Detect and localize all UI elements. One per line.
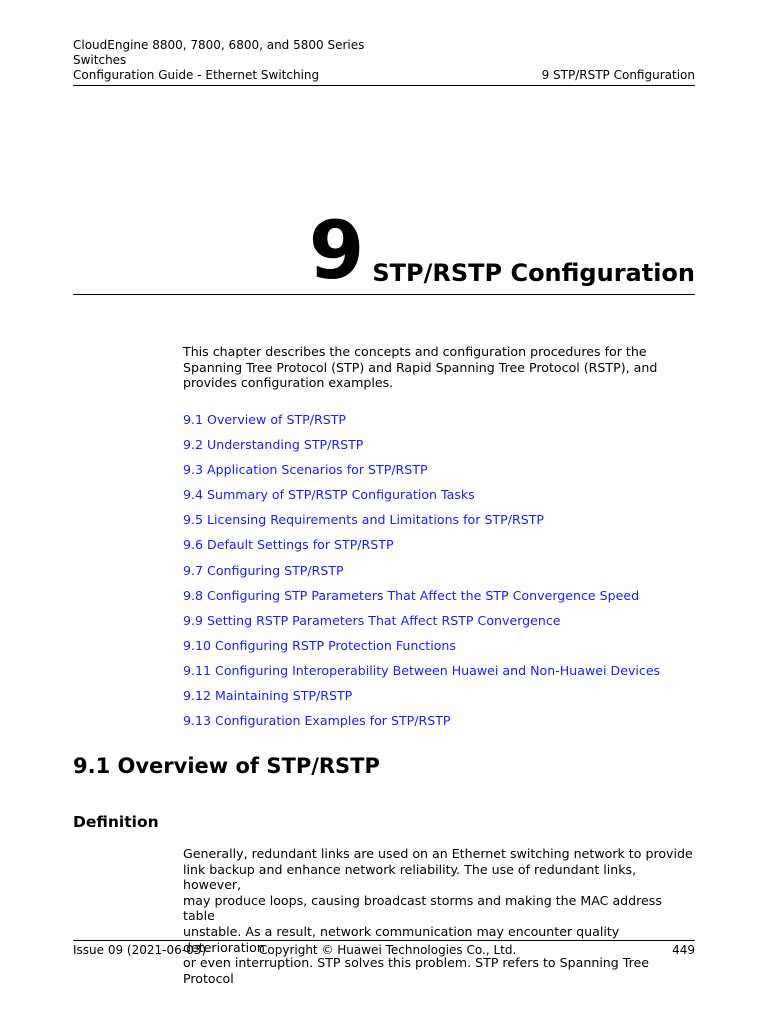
chapter-intro: This chapter describes the concepts and configuration procedures for the Spanning Tree Protocol (STP) and Rapid Spanning Tree Protocol (RSTP), and provides configuration examples. [183,344,658,390]
chapter-toc [183,411,660,737]
toc-link[interactable]: 9.2 Understanding STP/RSTP [183,437,364,453]
toc-link[interactable]: 9.7 Configuring STP/RSTP [183,562,344,578]
body-line: may produce loops, causing broadcast storms and making the MAC address table [183,892,662,924]
copyright: Copyright © Huawei Technologies Co., Ltd. [259,943,517,957]
chapter-title: STP/RSTP Configuration [372,259,695,287]
body-line: link backup and enhance network reliability. The use of redundant links, however, [183,861,637,893]
header-bottom-row [73,68,695,86]
toc-item[interactable] [183,637,660,662]
toc-item[interactable] [183,461,660,486]
toc-item[interactable] [183,511,660,536]
toc-item[interactable] [183,687,660,712]
section-title: 9.1 Overview of STP/RSTP [73,754,380,778]
product-name-continued: Switches [73,53,127,67]
body-line: Generally, redundant links are used on an Ethernet switching network to provide [183,846,693,861]
issue-date: Issue 09 (2021-06-03) [73,943,207,957]
subsection-title: Definition [73,813,159,831]
toc-item[interactable] [183,712,660,737]
toc-link[interactable]: 9.1 Overview of STP/RSTP [183,412,347,427]
toc-link[interactable]: 9.13 Configuration Examples for STP/RSTP [183,713,451,729]
body-line: unstable. As a result, network communication may encounter quality deterioration [183,923,620,955]
toc-item[interactable] [183,562,660,587]
toc-item[interactable] [183,486,660,511]
toc-link[interactable]: 9.9 Setting RSTP Parameters That Affect RSTP Convergence [183,612,561,628]
guide-title: Configuration Guide - Ethernet Switching [73,68,320,82]
toc-link[interactable]: 9.10 Configuring RSTP Protection Functions [183,637,456,653]
toc-item[interactable] [183,587,660,612]
toc-link[interactable]: 9.4 Summary of STP/RSTP Configuration Tasks [183,487,475,503]
toc-link[interactable]: 9.11 Configuring Interoperability Between Huawei and Non-Huawei Devices [183,662,661,678]
toc-item[interactable] [183,662,660,687]
chapter-reference: 9 STP/RSTP Configuration [541,68,695,82]
toc-link[interactable]: 9.3 Application Scenarios for STP/RSTP [183,462,428,478]
toc-item[interactable] [183,536,660,561]
toc-link[interactable]: 9.12 Maintaining STP/RSTP [183,688,353,704]
product-name: CloudEngine 8800, 7800, 6800, and 5800 Series [73,38,365,52]
toc-link[interactable]: 9.5 Licensing Requirements and Limitations for STP/RSTP [183,512,544,528]
toc-item[interactable] [183,436,660,461]
toc-item[interactable] [183,411,660,436]
page-footer [73,940,695,958]
body-line: or even interruption. STP solves this problem. STP refers to Spanning Tree Protocol [183,955,650,986]
chapter-heading [73,206,695,295]
toc-link[interactable]: 9.8 Configuring STP Parameters That Affect the STP Convergence Speed [183,587,640,603]
toc-item[interactable] [183,612,660,637]
toc-link[interactable]: 9.6 Default Settings for STP/RSTP [183,537,394,553]
page-header [73,38,695,86]
chapter-number: 9 [308,204,363,297]
definition-body [183,846,695,986]
page-number: 449 [672,943,695,957]
